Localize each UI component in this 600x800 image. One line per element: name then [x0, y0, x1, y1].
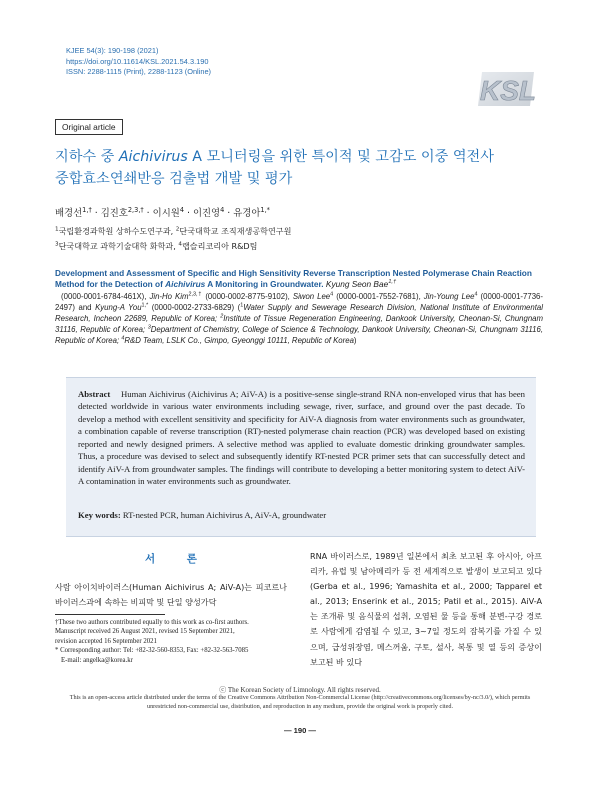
body-column-right: RNA 바이러스로, 1989년 일본에서 최초 보고된 후 아시아, 아프리카, 유럽 및 남아메리카 등 전 세계적으로 발생이 보고되고 있다(Gerba et al., 1996; Yamashita et al., 2000; Tapparel et al., 2013; Enserink et al., 2015; Patil et al., 2015). AiV-A는 조개류 및 음식물의 섭취, 오염된 물 등을 통해 분변-구강 경로로 사람에게 감염될 수 있고, 3~7일 정도의 잠복기를 가질 수 있으며, 급성위장염, 메스꺼움, 구토, 설사, 복통 및 열 등의 증상이 보고된 바 있다	[310, 551, 542, 667]
body-column-left: 사람 아이치바이러스(Human Aichivirus A; AiV-A)는 피코르나바이러스과에 속하는 비피막 및 단일 양성가닥	[55, 582, 287, 607]
title-english: Development and Assessment of Specific and High Sensitivity Reverse Transcription Nested Polymerase Chain Reaction Method for the Detection of Aichivirus A Monitoring in Groundwater. Kyung Seon Bae$^{1,\dagger}$	[55, 268, 532, 290]
journal-citation: KJEE 54(3): 190-198 (2021)	[66, 46, 159, 55]
affiliations-korean: $^1$국립환경과학원 상하수도연구과, $^2$단국대학교 조직재생공학연구원 $^3$단국대학교 과학기술대학 화학과, $^4$랩슬리코리아 R&D팀	[55, 226, 292, 251]
authors-english: (0000-0001-6784-461X), Jin-Ho Kim$^{2,3,\dagger}$ (0000-0002-8775-9102), Siwon Lee$^4$ (0000-0001-7552-7681), Jin-Young Lee$^4$ (0000-0001-7736-2497) and Kyung-A You$^{1,*}$ (0000-0002-2733-6829) ($^1$Water Supply and Sewerage Research Division, National Institute of Environmental Research, Incheon 22689, Republic of Korea; $^2$Institute of Tissue Regeneration Engineering, Dankook University, Cheonan-Si, Chungnam 31116, Republic of Korea; $^3$Department of Chemistry, College of Science & Technology, Dankook University, Cheonan-Si, Chungnam 31116, Republic of Korea; $^4$R&D Team, LSLK Co., Gimpo, Gyeonggi 10111, Republic of Korea)	[55, 291, 544, 346]
keywords-label: Key words:	[78, 510, 121, 520]
doi-link[interactable]: https://doi.org/10.11614/KSL.2021.54.3.190	[66, 56, 209, 66]
footnote-item: * Corresponding author: Tel: +82-32-560-8353, Fax: +82-32-563-7085	[55, 647, 249, 655]
svg-text:KSL: KSL	[480, 75, 536, 106]
footnote-item: †These two authors contributed equally to this work as co-first authors.	[55, 619, 249, 626]
section-title-introduction: 서 론	[145, 553, 211, 565]
footnotes	[55, 618, 287, 665]
footnote-item: revision accepted 16 September 2021	[55, 637, 157, 645]
journal-header	[66, 46, 211, 78]
footnote-item: Manuscript received 26 August 2021, revised 15 September 2021,	[55, 628, 235, 636]
footnote-item: E-mail: angelka@korea.kr	[61, 656, 133, 664]
title-korean: 지하수 중 Aichivirus A 모니터링을 위한 특이적 및 고감도 이중 역전사 중합효소연쇄반응 검출법 개발 및 평가	[55, 149, 494, 187]
abstract-label: Abstract	[78, 389, 111, 399]
issn: ISSN: 2288-1115 (Print), 2288-1123 (Online)	[66, 67, 212, 76]
footnote-divider	[55, 614, 165, 615]
article-type-badge: Original article	[55, 119, 123, 135]
authors-korean: 배경선$^{1,\dagger}$ · 김진호$^{2,3,\dagger}$ · 이시원$^4$ · 이진영$^4$ · 유경아$^{1,*}$	[55, 205, 270, 219]
keywords	[78, 510, 525, 520]
abstract-text: Human Aichivirus (Aichivirus A; AiV-A) is a positive-sense single-strand RNA non-enveloped virus that has been detected worldwide in various water environments including sewage, river, surface, and ground over the past decade. To develop a method with excellent sensitivity and specificity for AiV-A diagnosis from water environments such as groundwater, a combination capable of reverse transcription (RT)-nested polymerase chain reaction (PCR) was developed based on existing reported and newly designed primers. A selective method was applied to evaluate domestic drinking groundwater samples. Thus, a procedure was devised to select and subsequently identify RT-nested PCR primer sets that can successfully detect and identify AiV-A from groundwater samples. The findings will contribute to developing a better monitoring system to detect AiV-A contamination in water environments such as groundwater.	[78, 389, 526, 487]
keywords-text: RT-nested PCR, human Aichivirus A, AiV-A, groundwater	[122, 510, 327, 520]
license-text: This is an open-access article distributed under the terms of the Creative Commons Attribution Non-Commercial License (http://creativecommons.org/licenses/by-nc/3.0/), which permits unrestricted non-commercial use, distribution, and reproduction in any medium, provide the original work is properly cited.	[69, 694, 531, 710]
abstract	[78, 388, 525, 488]
copyright: ⓒ The Korean Society of Limnology. All rights reserved.	[219, 686, 381, 694]
page-number: — 190 —	[283, 726, 317, 735]
ksl-logo	[476, 68, 540, 110]
